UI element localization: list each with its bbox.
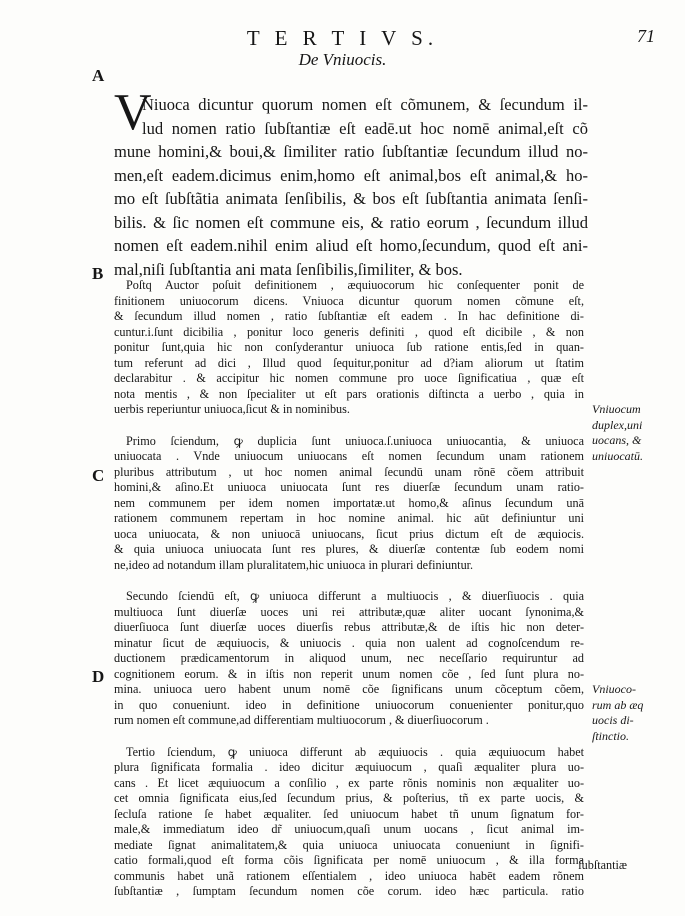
commentary-line: ſecluſa ratione ſe habet æqualiter. ſed uniuocum habet tñ unum ſignatum for- xyxy=(114,806,584,821)
marginal-line: uniuocatū. xyxy=(592,448,643,463)
commentary xyxy=(114,262,584,916)
text-line: bilis. & ſic nomen eſt commune eis, & ratio eorum , ſecundum illud xyxy=(114,212,588,232)
commentary-line: rum nomen eſt commune,ad differentiam multiuocorum , & diuerſiuocorum . xyxy=(114,713,489,727)
section-title: De Vniuocis. xyxy=(298,50,387,69)
commentary-line: & ſecundum illud nomen , ratio ſubſtantiæ eſt eadem . In hac definitione di- xyxy=(114,309,584,323)
commentary-line: uerbis reperiuntur uniuoca,ſicut & in nominibus. xyxy=(114,402,350,416)
commentary-line: uniuocata . Vnde uniuocum uniuocans eſt nomen ſecundum unam rationem xyxy=(114,449,584,463)
commentary-line: nota mentis , & non ſpecialiter ut eſt pars orationis diſtincta a uerbo , quia in xyxy=(114,386,584,401)
commentary-line: ponitur ſunt,quia hic non conſyderantur uniuoca ſub ratione entis,ſed in quan- xyxy=(114,340,584,354)
commentary-line: diuerſiuoca ſunt diuerſæ uoces diuerſis rebus attributæ,& de iſtis hic non deter- xyxy=(114,620,584,634)
commentary-line: minatur ſicut de æquiuocis, & uniuocis . quia non ualent ad cognoſcendum re- xyxy=(114,635,584,650)
commentary-line: ſubſtantiæ , ſumptam ſecundum nomen cõe corum. ideo hæc particula. ratio xyxy=(114,884,584,898)
commentary-line: cognitionem eorum. & in iſtis non reperit unum nomen cõe , ſed ſunt plura no- xyxy=(114,666,584,681)
text-line: Niuoca dicuntur quorum nomen eſt cõmunem, & ſecundum il- xyxy=(142,95,588,114)
commentary-line: multiuoca ſunt diuerſæ uoces uni rei attributæ,quæ aliter uocant ſynonima,& xyxy=(114,604,584,619)
text-line: lud nomen ratio ſubſtantiæ eſt eadē.ut hoc nomē animal,eſt cõ xyxy=(142,118,588,138)
marginal-note-1 xyxy=(592,402,643,464)
marginal-line: Vniuocum xyxy=(592,402,641,416)
commentary-line: plura ſignificata formalia . ideo dicitur æquiuocum , quaſi æqualiter plura uo- xyxy=(114,760,584,774)
drop-cap: V xyxy=(114,84,152,141)
marginal-line: ſtinctio. xyxy=(592,728,629,743)
commentary-line: declarabitur . & accipitur hic nomen commune pro uoce ſignificatiua , quæ eſt xyxy=(114,371,584,385)
catchword: ſubſtantiæ xyxy=(578,858,627,872)
commentary-line: Primo ſciendum, ꝙ duplicia ſunt uniuoca.ſ.uniuoca uniuocantia, & uniuoca xyxy=(126,433,584,448)
text-line: men,eſt eadem.dicimus enim,homo eſt animal,bos eſt animal,& ho- xyxy=(114,165,588,185)
text-line: nomen eſt eadem.nihil enim aliud eſt homo,ſecundum, quod eſt ani- xyxy=(114,236,588,255)
commentary-paragraph-4 xyxy=(114,745,584,900)
margin-letter-b: B xyxy=(92,264,104,283)
commentary-line: tum referunt ad dici , Illud quod ſequitur,ponitur ad d?iam aliorum ut ſtatim xyxy=(114,355,584,370)
commentary-line: ductionem prædicamentorum in aliquod unum, nec neceſſario requiruntur ad xyxy=(114,651,584,665)
margin-letter-c: C xyxy=(92,466,105,485)
marginal-line: duplex,uni xyxy=(592,417,643,432)
commentary-line: cuntur.i.ſunt dicibilia , ponitur loco generis definiti , quod eſt dicibile , & non xyxy=(114,324,584,339)
page-number: 71 xyxy=(637,26,655,46)
marginal-line: uocis di- xyxy=(592,713,634,727)
commentary-line: male,& immediatum ideo dr̃ uniuocum,quaſi unum uocans , ſicut animal im- xyxy=(114,822,584,836)
running-head: T E R T I V S. xyxy=(246,26,439,50)
commentary-line: Tertio ſciendum, ꝙ uniuoca differunt ab æquiuocis . quia æquiuocum habet xyxy=(126,744,584,759)
commentary-line: catio formali,quod eſt forma cõis ſignificata per nomē uniuocum , & illa forma xyxy=(114,853,584,867)
commentary-line: Secundo ſciendū eſt, ꝙ uniuoca differunt a multiuocis , & diuerſiuocis . quia xyxy=(126,589,584,603)
commentary-line: pluribus attributum , ut hoc nomen animal ſecundū unam rõnē cõem attribuit xyxy=(114,464,584,479)
commentary-paragraph-3 xyxy=(114,589,584,729)
commentary-line: communis habet unã rationem eſſentialem , ideo uniuoca habēt eadem rõnem xyxy=(114,868,584,883)
commentary-line: mediate ſignat animalitatem,& quia uniuoca uniuocata conueniunt in ſignifi- xyxy=(114,837,584,852)
commentary-paragraph-1 xyxy=(114,278,584,418)
margin-letter-d: D xyxy=(92,667,105,686)
commentary-line: in quo conueniunt. ideo in definitione uniuocorum conuenienter ponitur,quo xyxy=(114,697,584,712)
text-line: mal,niſi ſubſtantia ani mata ſenſibilis,ſimiliter, & bos. xyxy=(114,259,463,279)
commentary-line: Poſtq Auctor poſuit definitionem , æquiuocorum hic conſequenter ponit de xyxy=(126,278,584,292)
main-text xyxy=(114,93,588,281)
marginal-line: Vniuoco- xyxy=(592,682,636,696)
margin-letter-a: A xyxy=(92,66,105,85)
commentary-line: uoca uniuocata, & non uniuocā uniuocans, ſicut prius dictum eſt de æquiocis. xyxy=(114,526,584,541)
commentary-paragraph-2 xyxy=(114,434,584,574)
commentary-line: cet omnia ſignificata eius,ſed ſecundum prius, & poſterius, tñ ex parte uocis, & xyxy=(114,791,584,805)
commentary-line: & quia uniuoca uniuocata ſunt res plures, & diuerſæ contentæ ſub eodem nomi xyxy=(114,542,584,556)
text-line: mune homini,& boui,& ſimiliter ratio ſubſtantiæ ſecundum illud no- xyxy=(114,142,588,161)
commentary-line: finitionem uniuocorum dicens. Vniuoca dicuntur quorum nomen cõmune eſt, xyxy=(114,293,584,308)
commentary-line: mina. uniuoca uero habent unum nomē cõe ſignificans unum cõceptum cõem, xyxy=(114,682,584,696)
commentary-line: nem communem per idem nomen importatæ.ut homo,& aſinus ſecundum unā xyxy=(114,495,584,510)
marginal-line: uocans, & xyxy=(592,433,642,447)
marginal-note-2 xyxy=(592,682,643,744)
commentary-line: rationem communem repertam in hoc nomine animal. hic aūt definiuntur uni xyxy=(114,511,584,525)
commentary-line: homini,& aſino.Et uniuoca uniuocata ſunt res diuerſæ ſecundum unam ratio- xyxy=(114,480,584,494)
marginal-line: rum ab æq xyxy=(592,697,644,712)
text-line: mo eſt ſubſtãtia animata ſenſibilis, & bos eſt ſubſtantia animata ſenſi- xyxy=(114,189,588,208)
commentary-line: ne,ideo ad notandum illam pluralitatem,hic uniuoca in plurari definiuntur. xyxy=(114,557,474,572)
commentary-line: cans . Et licet æquiuocum a conſilio , ex parte rõnis nominis non æqualiter uo- xyxy=(114,775,584,790)
